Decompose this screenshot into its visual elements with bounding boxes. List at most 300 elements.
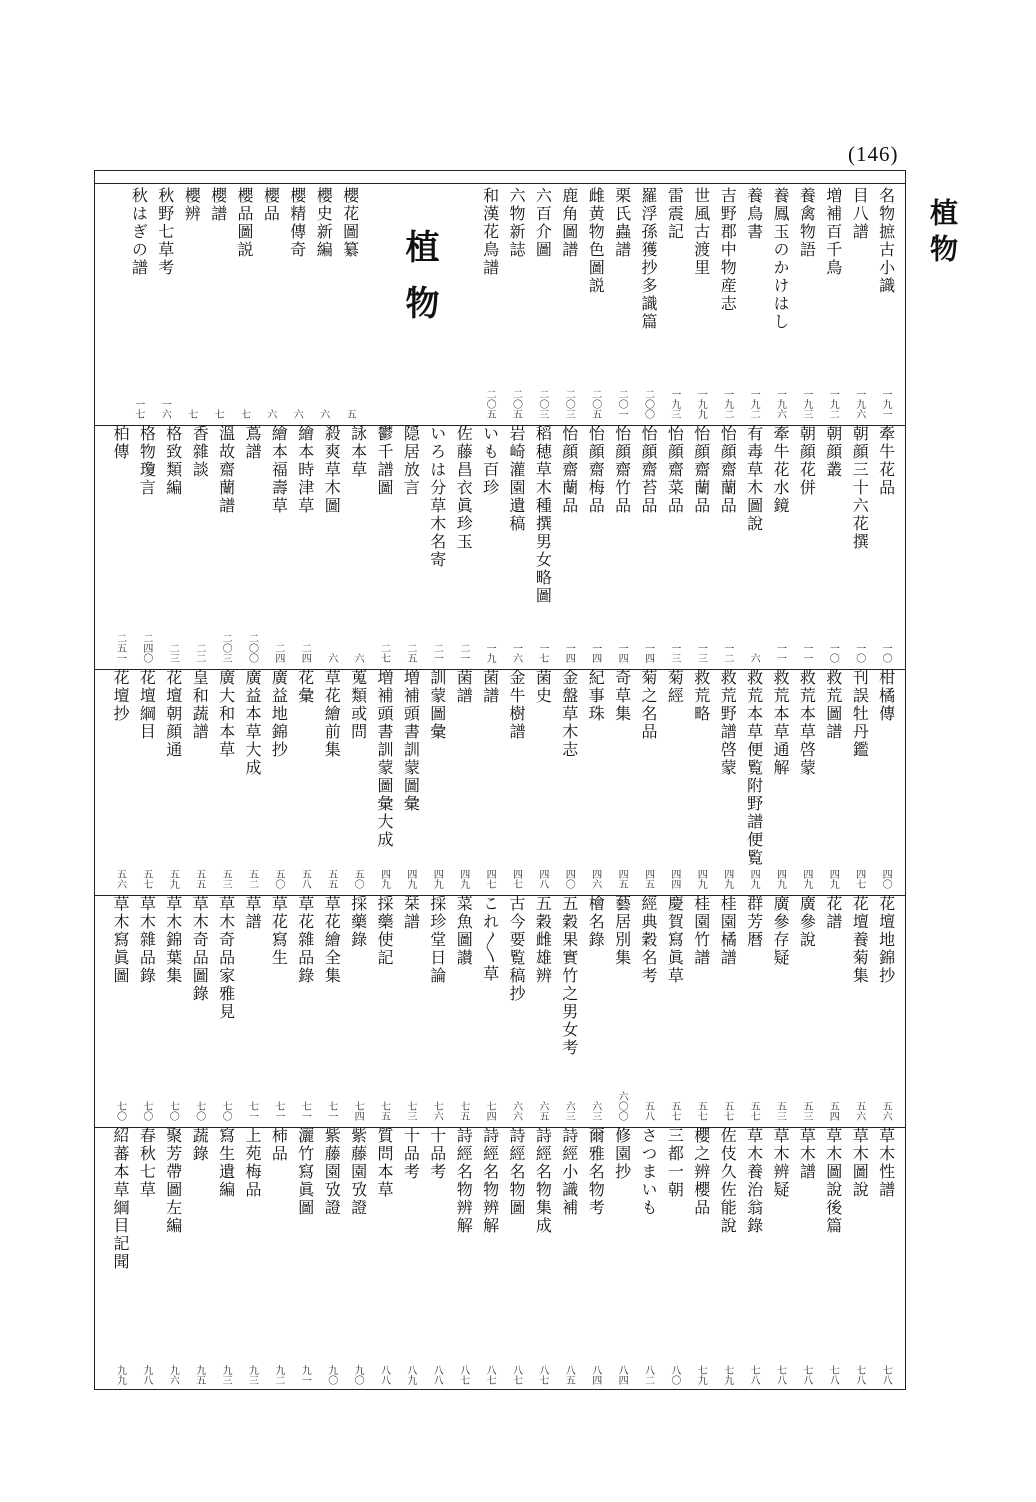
index-entry (292, 669, 318, 895)
index-entry (688, 669, 714, 895)
index-entry (503, 669, 529, 895)
entry-title: 怡顔齋梅品 (586, 425, 606, 515)
entry-title: 花壇綱目 (137, 669, 157, 741)
entry-title: 秋野七草考 (155, 187, 175, 277)
index-entry (767, 187, 793, 425)
entry-page: 八四 (589, 1365, 601, 1385)
index-frame (94, 170, 906, 1390)
entry-title: 十品考 (427, 1127, 447, 1181)
index-entry (186, 669, 212, 895)
index-entry (265, 669, 291, 895)
entry-page: 一六 (159, 399, 171, 419)
entry-page: 八二 (642, 1365, 654, 1385)
index-entry (265, 425, 291, 669)
entry-title: 櫻花圖纂 (340, 187, 360, 259)
index-entry (767, 895, 793, 1127)
entry-title: さつまいも (639, 1127, 658, 1217)
entry-page: 一三 (668, 643, 680, 663)
entry-page: 五二 (246, 869, 258, 889)
index-band-3 (95, 669, 907, 895)
index-entry (397, 425, 423, 669)
index-entry (160, 895, 186, 1127)
entry-title: 牽牛花水鏡 (771, 425, 790, 515)
entry-title: 古今要覧稿抄 (507, 895, 526, 1003)
index-entry (292, 1127, 318, 1391)
index-entry (125, 187, 151, 425)
entry-page: 七〇 (193, 1101, 205, 1121)
entry-title: 詩經小識補 (559, 1127, 579, 1217)
index-entry (345, 425, 371, 669)
entry-title: 有毒草木圖說 (744, 425, 764, 533)
entry-title: 怡顔齋蘭品 (691, 425, 711, 515)
entry-title: 櫻譜 (208, 187, 228, 223)
entry-title: 雌黄物色圖説 (586, 187, 606, 295)
entry-title: 花彙 (295, 669, 315, 705)
entry-page: 四七 (853, 869, 865, 889)
index-entry (133, 1127, 159, 1391)
index-entry (477, 669, 503, 895)
entry-page: 七九 (695, 1365, 707, 1385)
index-entry (503, 187, 529, 425)
entry-title: 殺爽草木圖 (322, 425, 342, 515)
entry-title: 菜魚圖讃 (454, 895, 474, 967)
entry-title: 救荒本草啓蒙 (797, 669, 817, 777)
entry-title: 三都一朝 (665, 1127, 685, 1199)
entry-title: 救荒本草通解 (771, 669, 790, 777)
entry-title: 草木寫眞圖 (111, 895, 130, 985)
entry-title: 菌譜 (454, 669, 474, 705)
entry-page: 二四〇 (140, 633, 152, 663)
entry-title: 草木雜品錄 (137, 895, 157, 985)
entry-page: 九一 (299, 1365, 311, 1385)
index-entry (529, 669, 555, 895)
index-entry (714, 1127, 740, 1391)
entry-title: 廣參說 (797, 895, 817, 949)
entry-page: 二五一 (114, 633, 126, 663)
entry-title: 六物新誌 (507, 187, 526, 259)
entry-page: 八四 (616, 1365, 628, 1385)
entry-page: 四九 (721, 869, 733, 889)
entry-page: 一四 (642, 643, 654, 663)
entry-page: 七一 (325, 1101, 337, 1121)
entry-page: 二〇三 (536, 389, 548, 419)
entry-title: 牽牛花品 (876, 425, 896, 497)
entry-title: 朝顔三十六花撰 (850, 425, 870, 551)
entry-page: 五六 (880, 1101, 892, 1121)
entry-page: 四九 (774, 869, 786, 889)
entry-page: 九六 (167, 1365, 179, 1385)
index-entry (846, 425, 872, 669)
entry-title: 廣益地錦抄 (269, 669, 289, 759)
index-entry (846, 669, 872, 895)
entry-title: 草木圖說後篇 (823, 1127, 843, 1235)
index-entry (582, 669, 608, 895)
entry-page: 四五 (642, 869, 654, 889)
entry-title: 草木性譜 (876, 1127, 896, 1199)
index-entry (820, 895, 846, 1127)
entry-title: 栗氏蟲譜 (612, 187, 632, 259)
entry-page: 六 (317, 409, 329, 419)
index-entry (793, 425, 819, 669)
entry-title: 紫藤園攷證 (348, 1127, 368, 1217)
entry-title: 増補頭書訓蒙圖彙 (401, 669, 421, 813)
entry-title: 花壇朝顔通 (163, 669, 183, 759)
entry-title: 經典穀名考 (639, 895, 658, 985)
index-entry (556, 425, 582, 669)
entry-title: 菊經 (665, 669, 685, 705)
entry-page: 七 (238, 409, 250, 419)
index-entry (450, 895, 476, 1127)
entry-title: 刊誤牡丹鑑 (850, 669, 870, 759)
entry-page: 四九 (800, 869, 812, 889)
entry-page: 五九 (167, 869, 179, 889)
entry-title: 柿品 (269, 1127, 289, 1163)
index-entry (820, 1127, 846, 1391)
index-entry (186, 1127, 212, 1391)
entry-page: 二一 (457, 643, 469, 663)
entry-title: 質問本草 (375, 1127, 394, 1199)
entry-page: 一一 (800, 643, 812, 663)
entry-title: 救荒本草便覧附野譜便覧 (744, 669, 764, 867)
entry-title: 六百介圖 (533, 187, 553, 259)
index-entry (609, 669, 635, 895)
entry-page: 五三 (220, 869, 232, 889)
entry-title: 詩經名物集成 (533, 1127, 553, 1235)
entry-page: 六六 (510, 1101, 522, 1121)
entry-page: 一九九 (695, 389, 707, 419)
entry-title: 詩經名物辨解 (454, 1127, 474, 1235)
entry-page: 八〇 (668, 1365, 680, 1385)
index-entry (793, 895, 819, 1127)
entry-title: 蔦譜 (243, 425, 262, 461)
entry-title: 格物瓊言 (137, 425, 157, 497)
entry-title: いも百珍 (480, 425, 500, 497)
entry-page: 一六 (510, 643, 522, 663)
index-entry (397, 895, 423, 1127)
index-band-4 (95, 895, 907, 1127)
entry-page: 四〇 (563, 869, 575, 889)
entry-title: 草譜 (243, 895, 262, 931)
entry-page: 五〇 (272, 869, 284, 889)
index-entry (582, 425, 608, 669)
index-entry (714, 895, 740, 1127)
index-entry (450, 425, 476, 669)
entry-title: 菌譜 (480, 669, 500, 705)
entry-page: 七五 (457, 1101, 469, 1121)
index-entry (661, 895, 687, 1127)
entry-page: 六 (325, 653, 337, 663)
entry-page: 一九六 (774, 389, 786, 419)
entry-page: 九八 (140, 1365, 152, 1385)
entry-title: 草花寫生 (269, 895, 289, 967)
index-entry (820, 425, 846, 669)
entry-page: 二四 (272, 643, 284, 663)
entry-title: 怡顔齋竹品 (612, 425, 632, 515)
entry-page: 九九 (114, 1365, 126, 1385)
index-entry (529, 187, 555, 425)
entry-page: 一〇 (853, 643, 865, 663)
entry-page: 八九 (404, 1365, 416, 1385)
entry-page: 七一 (272, 1101, 284, 1121)
index-entry (292, 895, 318, 1127)
entry-page: 四九 (378, 869, 390, 889)
index-entry (318, 669, 344, 895)
entry-page: 二一 (431, 643, 443, 663)
index-entry (107, 425, 133, 669)
entry-title: 採藥使記 (375, 895, 394, 967)
entry-title: 朝顔花併 (797, 425, 817, 497)
entry-title: 秋はぎの譜 (129, 187, 149, 277)
index-entry (371, 1127, 397, 1391)
entry-title: 繪本時津草 (295, 425, 315, 515)
entry-title: 草木辨疑 (771, 1127, 790, 1199)
entry-page: 四九 (748, 869, 760, 889)
entry-title: 廣參存疑 (771, 895, 790, 967)
entry-title: 藝居別集 (612, 895, 632, 967)
entry-page: 六〇〇 (616, 1091, 628, 1121)
index-entry (265, 1127, 291, 1391)
entry-title: 櫻精傳奇 (287, 187, 307, 259)
entry-title: 金盤草木志 (559, 669, 579, 759)
entry-page: 二〇〇 (642, 389, 654, 419)
entry-title: 草木錦葉集 (163, 895, 183, 985)
entry-page: 九三 (220, 1365, 232, 1385)
entry-page: 四九 (695, 869, 707, 889)
entry-title: 世風古渡里 (691, 187, 711, 277)
entry-page: 五七 (721, 1101, 733, 1121)
index-entry (741, 425, 767, 669)
index-entry (213, 425, 239, 669)
entry-title: 紹蕃本草綱目記聞 (111, 1127, 130, 1271)
entry-title: 柑橘傳 (876, 669, 896, 723)
entry-title: 繪本福壽草 (269, 425, 289, 515)
entry-page: 四四 (668, 869, 680, 889)
index-entry (257, 187, 283, 425)
entry-title: これ〳〵草 (480, 895, 500, 983)
index-entry (239, 425, 265, 669)
entry-page: 四五 (616, 869, 628, 889)
entry-title: 朝顔叢 (823, 425, 843, 479)
index-entry (529, 1127, 555, 1391)
entry-title: 草木圖說 (850, 1127, 870, 1199)
index-entry (820, 669, 846, 895)
entry-page: 四九 (457, 869, 469, 889)
index-entry (846, 187, 872, 425)
entry-page: 二〇五 (484, 389, 496, 419)
entry-page: 一七 (132, 399, 144, 419)
entry-page: 七八 (800, 1365, 812, 1385)
entry-title: 花壇抄 (111, 669, 130, 723)
index-entry (477, 895, 503, 1127)
index-entry (186, 425, 212, 669)
index-entry (178, 187, 204, 425)
index-entry (239, 1127, 265, 1391)
entry-page: 一九二 (748, 389, 760, 419)
entry-page: 一四 (589, 643, 601, 663)
index-entry (767, 1127, 793, 1391)
entry-title: 櫻品圖説 (235, 187, 254, 259)
entry-title: 櫻史新編 (314, 187, 334, 259)
index-entry (556, 669, 582, 895)
index-entry (345, 669, 371, 895)
entry-page: 二三 (167, 643, 179, 663)
entry-page: 五五 (193, 869, 205, 889)
index-entry (371, 425, 397, 669)
entry-page: 七四 (352, 1101, 364, 1121)
entry-title: 鹿角圖譜 (559, 187, 579, 259)
index-entry (284, 187, 310, 425)
entry-page: 二〇五 (589, 389, 601, 419)
entry-title: 鬱千譜圖 (375, 425, 394, 497)
entry-page: 七八 (880, 1365, 892, 1385)
entry-page: 七三 (404, 1101, 416, 1121)
entry-title: 蒐類或問 (348, 669, 368, 741)
entry-page: 一九二 (827, 389, 839, 419)
entry-title: 怡顔齋苔品 (639, 425, 658, 515)
entry-title: 桂園橘譜 (718, 895, 738, 967)
entry-page: 九〇 (325, 1365, 337, 1385)
entry-title: 養禽物語 (797, 187, 817, 259)
entry-page: 二五 (404, 643, 416, 663)
entry-page: 一一 (774, 643, 786, 663)
entry-page: 五七 (668, 1101, 680, 1121)
entry-title: 草木奇品圖錄 (190, 895, 210, 1003)
entry-page: 六 (352, 653, 364, 663)
index-entry (160, 1127, 186, 1391)
index-entry (793, 1127, 819, 1391)
entry-page: 九〇 (352, 1365, 364, 1385)
entry-page: 八七 (510, 1365, 522, 1385)
entry-page: 七一 (246, 1101, 258, 1121)
index-entry (688, 425, 714, 669)
index-entry (107, 669, 133, 895)
index-entry (556, 187, 582, 425)
page-number: (146) (848, 142, 899, 166)
entry-page: 七八 (853, 1365, 865, 1385)
index-entry (556, 1127, 582, 1391)
entry-page: 五六 (853, 1101, 865, 1121)
index-entry (371, 669, 397, 895)
entry-title: 桂園竹譜 (691, 895, 711, 967)
index-entry (337, 187, 363, 425)
index-entry (265, 895, 291, 1127)
entry-title: 訓蒙圖彙 (427, 669, 447, 741)
entry-page: 七〇 (167, 1101, 179, 1121)
entry-page: 九二 (272, 1365, 284, 1385)
index-entry (661, 187, 687, 425)
index-entry (793, 187, 819, 425)
index-entry (741, 895, 767, 1127)
entry-title: 詩經名物辨解 (480, 1127, 500, 1235)
index-entry (529, 895, 555, 1127)
index-entry (239, 669, 265, 895)
entry-title: 名物摭古小識 (876, 187, 896, 295)
entry-title: 五穀雌雄辨 (533, 895, 553, 985)
index-entry (503, 1127, 529, 1391)
entry-page: 二〇〇 (246, 633, 258, 663)
entry-page: 七〇 (140, 1101, 152, 1121)
entry-page: 七〇 (114, 1101, 126, 1121)
entry-page: 八七 (457, 1365, 469, 1385)
entry-title: 草木譜 (797, 1127, 817, 1181)
entry-page: 五七 (140, 869, 152, 889)
entry-title: 紫藤園攷證 (322, 1127, 342, 1217)
entry-page: 五五 (325, 869, 337, 889)
index-entry (873, 425, 899, 669)
entry-title: 群芳暦 (744, 895, 764, 949)
index-entry (582, 1127, 608, 1391)
entry-page: 四六 (589, 869, 601, 889)
index-entry (529, 425, 555, 669)
index-entry (635, 895, 661, 1127)
entry-page: 四九 (431, 869, 443, 889)
entry-title: 佐伎久佐能說 (718, 1127, 738, 1235)
entry-title: 蔬錄 (190, 1127, 210, 1163)
index-entry (635, 669, 661, 895)
index-entry (450, 669, 476, 895)
entry-page: 七〇 (220, 1101, 232, 1121)
entry-title: 増補百千鳥 (823, 187, 843, 277)
index-entry (133, 669, 159, 895)
index-entry (133, 895, 159, 1127)
entry-title: 櫻品 (261, 187, 281, 223)
index-band-2 (95, 425, 907, 669)
entry-title: 怡顔齋蘭品 (559, 425, 579, 515)
index-entry (318, 1127, 344, 1391)
index-entry (318, 425, 344, 669)
index-entry (582, 187, 608, 425)
entry-page: 六三 (563, 1101, 575, 1121)
entry-page: 二四 (299, 643, 311, 663)
index-entry (477, 187, 503, 425)
entry-page: 五八 (642, 1101, 654, 1121)
entry-title: 灑竹寫眞圖 (295, 1127, 315, 1217)
entry-page: 四七 (510, 869, 522, 889)
entry-page: 七五 (378, 1101, 390, 1121)
entry-page: 一九 (484, 643, 496, 663)
index-entry (582, 895, 608, 1127)
index-entry (767, 669, 793, 895)
entry-page: 七六 (431, 1101, 443, 1121)
index-entry (688, 187, 714, 425)
entry-title: 草木養治翁錄 (744, 1127, 764, 1235)
entry-page: 七八 (774, 1365, 786, 1385)
entry-page: 八五 (563, 1365, 575, 1385)
index-entry (741, 669, 767, 895)
entry-page: 八八 (378, 1365, 390, 1385)
index-entry (609, 425, 635, 669)
index-entry (292, 425, 318, 669)
index-entry (424, 1127, 450, 1391)
entry-title: 花譜 (823, 895, 843, 931)
entry-page: 四七 (484, 869, 496, 889)
index-entry (609, 1127, 635, 1391)
header-title: 植物 (926, 198, 959, 270)
entry-page: 二〇一 (616, 389, 628, 419)
entry-page: 一九三 (668, 389, 680, 419)
entry-page: 二〇三 (220, 633, 232, 663)
index-entry (820, 187, 846, 425)
index-entry (846, 1127, 872, 1391)
entry-page: 五〇 (352, 869, 364, 889)
entry-page: 一三 (695, 643, 707, 663)
entry-title: 吉野郡中物産志 (718, 187, 738, 313)
index-entry (635, 1127, 661, 1391)
index-entry (503, 425, 529, 669)
entry-title: 和漢花鳥譜 (480, 187, 500, 277)
index-entry (688, 1127, 714, 1391)
entry-page: 一四 (563, 643, 575, 663)
